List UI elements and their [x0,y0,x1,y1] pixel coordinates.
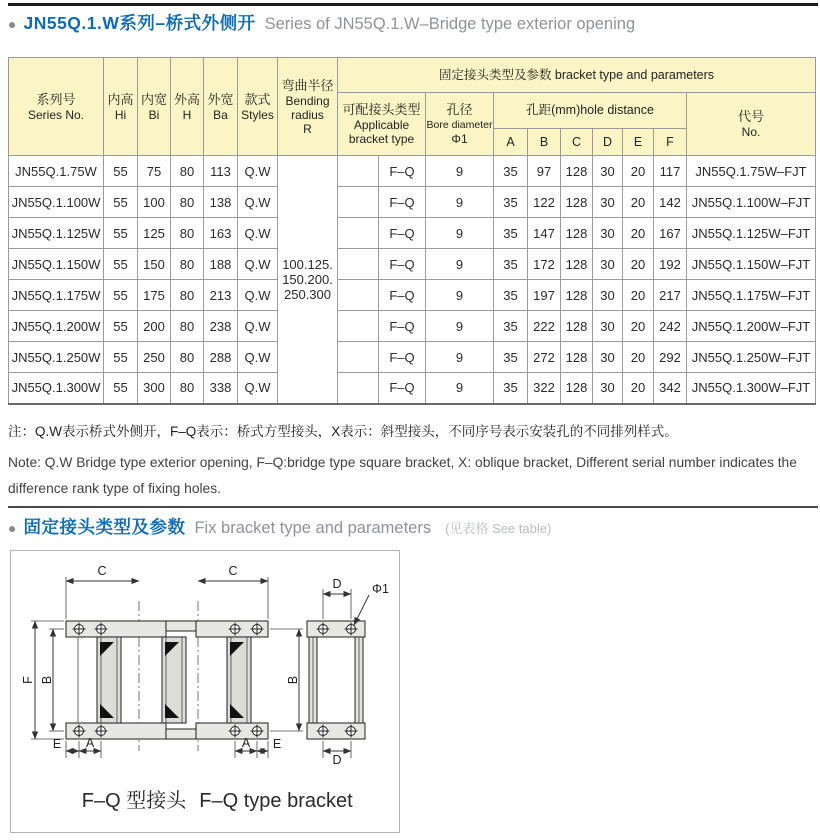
bracket-figure-box [10,550,400,833]
cell-bore: 9 [426,187,494,218]
col-header-bi: 内宽 Bi [138,58,171,156]
cell-a: 35 [494,280,528,311]
spec-table-wrap [8,57,816,405]
cell-h: 80 [171,280,204,311]
cell-f: 292 [654,342,687,373]
col-header-d: D [593,129,623,156]
cell-bi: 300 [138,373,171,404]
cell-code: JN55Q.1.250W–FJT [687,342,816,373]
cell-f: 142 [654,187,687,218]
section2-title-zh: 固定接头类型及参数 [23,517,186,537]
col-header-hi: 内高 Hi [104,58,138,156]
cell-style: Q.W [238,280,278,311]
link-plate [162,637,186,723]
cell-e: 20 [623,156,654,187]
cell-f: 192 [654,249,687,280]
cell-e: 20 [623,218,654,249]
cell-a: 35 [494,156,528,187]
cell-ba: 213 [204,280,238,311]
cell-e: 20 [623,280,654,311]
cell-f: 217 [654,280,687,311]
col-header-code: 代号 No. [687,93,816,156]
dim-label-f: F [21,676,35,684]
cell-hi: 55 [104,342,138,373]
cell-f: 167 [654,218,687,249]
cell-empty [338,311,379,342]
cell-hi: 55 [104,280,138,311]
cell-bi: 150 [138,249,171,280]
cell-ba: 188 [204,249,238,280]
cell-style: Q.W [238,249,278,280]
table-row [9,218,816,249]
notes-block [8,423,816,502]
table-row [9,187,816,218]
cell-bore: 9 [426,311,494,342]
cell-c: 128 [561,311,593,342]
cell-h: 80 [171,373,204,404]
cell-e: 20 [623,249,654,280]
cell-empty [338,187,379,218]
cell-hi: 55 [104,187,138,218]
cell-f: 242 [654,311,687,342]
cell-b: 147 [528,218,561,249]
section2-title-en: Fix bracket type and parameters [194,519,432,537]
dim-label-b-left: B [40,675,54,685]
cell-series: JN55Q.1.300W [9,373,104,404]
cell-d: 30 [593,373,623,404]
cell-d: 30 [593,280,623,311]
cell-ba: 288 [204,342,238,373]
cell-d: 30 [593,187,623,218]
cell-bi: 200 [138,311,171,342]
cell-bending-radius: 100.125. 150.200. 250.300 [278,156,338,404]
table-row [9,249,816,280]
cell-bracket: F–Q [379,249,426,280]
dim-label-a-left: A [85,736,95,750]
col-header-c: C [561,129,593,156]
cell-b: 122 [528,187,561,218]
cell-code: JN55Q.1.175W–FJT [687,280,816,311]
cell-ba: 238 [204,311,238,342]
cell-hi: 55 [104,218,138,249]
cell-b: 97 [528,156,561,187]
bolt-hole-icon [317,623,358,738]
col-header-f: F [654,129,687,156]
cell-e: 20 [623,342,654,373]
dim-label-d-top: D [332,577,342,591]
cell-f: 117 [654,156,687,187]
cell-d: 30 [593,218,623,249]
spec-table [8,57,816,405]
cell-code: JN55Q.1.125W–FJT [687,218,816,249]
cell-hi: 55 [104,249,138,280]
bullet-icon: ● [8,16,17,32]
group-header-bracket: 固定接头类型及参数 bracket type and parameters [338,58,816,93]
see-table-note: (见表格 See table) [445,521,552,536]
cell-c: 128 [561,156,593,187]
cell-style: Q.W [238,218,278,249]
cell-empty [338,218,379,249]
note-zh: 注：Q.W表示桥式外侧开，F–Q表示：桥式方型接头，X表示：斜型接头，不同序号表示安装孔的不同排列样式。 [8,424,678,439]
cell-series: JN55Q.1.125W [9,218,104,249]
cell-e: 20 [623,187,654,218]
dim-label-d-bottom: D [332,753,342,767]
cell-c: 128 [561,342,593,373]
cell-bracket: F–Q [379,218,426,249]
cell-b: 322 [528,373,561,404]
cell-a: 35 [494,218,528,249]
cell-empty [338,373,379,404]
cell-b: 172 [528,249,561,280]
cell-c: 128 [561,187,593,218]
cell-b: 197 [528,280,561,311]
figure-end-view [307,577,389,767]
cell-ba: 338 [204,373,238,404]
cell-bore: 9 [426,218,494,249]
section1-title-en: Series of JN55Q.1.W–Bridge type exterior opening [264,15,636,33]
cell-empty [338,342,379,373]
link-plate [97,637,121,723]
cell-ba: 113 [204,156,238,187]
cell-code: JN55Q.1.200W–FJT [687,311,816,342]
cell-code: JN55Q.1.300W–FJT [687,373,816,404]
dim-label-e-right: E [272,737,282,751]
cell-empty [338,249,379,280]
top-rule [8,3,818,6]
cell-ba: 163 [204,218,238,249]
cell-f: 342 [654,373,687,404]
col-header-ba: 外宽 Ba [204,58,238,156]
cell-h: 80 [171,311,204,342]
link-plate [227,637,251,723]
col-header-h: 外高 H [171,58,204,156]
cell-bracket: F–Q [379,156,426,187]
cell-h: 80 [171,249,204,280]
cell-c: 128 [561,373,593,404]
cell-a: 35 [494,249,528,280]
cell-h: 80 [171,342,204,373]
dim-label-c-right: C [228,564,238,578]
col-header-applicable-bracket: 可配接头类型 Applicable bracket type [338,93,426,156]
cell-bi: 250 [138,342,171,373]
cell-bracket: F–Q [379,280,426,311]
cell-style: Q.W [238,373,278,404]
cell-c: 128 [561,280,593,311]
cell-series: JN55Q.1.100W [9,187,104,218]
col-header-styles: 款式 Styles [238,58,278,156]
col-header-hole-distance: 孔距(mm)hole distance [494,93,687,129]
note-en: Note: Q.W Bridge type exterior opening, F–Q:bridge type square bracket, X: oblique bracket, Different serial number indicates the difference rank type of fixing holes. [8,455,797,496]
cell-hi: 55 [104,311,138,342]
cell-style: Q.W [238,311,278,342]
cell-c: 128 [561,218,593,249]
table-row [9,373,816,404]
section1-title [8,10,635,35]
cell-bracket: F–Q [379,373,426,404]
cell-ba: 138 [204,187,238,218]
cell-code: JN55Q.1.100W–FJT [687,187,816,218]
cell-bi: 100 [138,187,171,218]
dim-label-a-right: A [241,736,251,750]
dim-label-e-left: E [52,737,62,751]
cell-hi: 55 [104,373,138,404]
cell-bracket: F–Q [379,187,426,218]
cell-bracket: F–Q [379,311,426,342]
cell-series: JN55Q.1.250W [9,342,104,373]
figure-caption [82,789,353,812]
cell-d: 30 [593,156,623,187]
cell-a: 35 [494,311,528,342]
figure-caption-en: F–Q type bracket [199,790,353,812]
cell-a: 35 [494,373,528,404]
cell-series: JN55Q.1.175W [9,280,104,311]
cell-bore: 9 [426,156,494,187]
cell-empty [338,156,379,187]
cell-style: Q.W [238,187,278,218]
col-header-b: B [528,129,561,156]
bracket-drawing [11,551,397,830]
col-header-bending-radius: 弯曲半径 Bending radius R [278,58,338,156]
cell-bore: 9 [426,342,494,373]
header-row-1 [9,58,816,93]
cell-series: JN55Q.1.75W [9,156,104,187]
cell-bi: 75 [138,156,171,187]
cell-h: 80 [171,156,204,187]
cell-a: 35 [494,342,528,373]
table-row [9,311,816,342]
cell-style: Q.W [238,156,278,187]
figure-side-view [21,564,303,758]
col-header-series: 系列号 Series No. [9,58,104,156]
cell-h: 80 [171,187,204,218]
bullet-icon: ● [8,520,17,536]
cell-d: 30 [593,311,623,342]
dim-label-b-right: B [286,675,300,685]
cell-code: JN55Q.1.150W–FJT [687,249,816,280]
table-row [9,280,816,311]
cell-bore: 9 [426,280,494,311]
col-header-a: A [494,129,528,156]
section2-title [8,514,551,539]
section1-title-zh: JN55Q.1.W系列–桥式外侧开 [23,13,256,33]
cell-empty [338,280,379,311]
col-header-e: E [623,129,654,156]
cell-style: Q.W [238,342,278,373]
dim-label-c-left: C [97,564,107,578]
cell-e: 20 [623,373,654,404]
cell-b: 272 [528,342,561,373]
cell-b: 222 [528,311,561,342]
section-divider [8,506,818,508]
cell-code: JN55Q.1.75W–FJT [687,156,816,187]
col-header-bore-diameter: 孔径 Bore diameter Φ1 [426,93,494,156]
cell-hi: 55 [104,156,138,187]
cell-a: 35 [494,187,528,218]
cell-c: 128 [561,249,593,280]
cell-bracket: F–Q [379,342,426,373]
cell-bore: 9 [426,249,494,280]
figure-caption-zh: F–Q 型接头 [81,790,187,812]
cell-h: 80 [171,218,204,249]
cell-d: 30 [593,342,623,373]
cell-bi: 125 [138,218,171,249]
cell-bi: 175 [138,280,171,311]
cell-bore: 9 [426,373,494,404]
cell-series: JN55Q.1.150W [9,249,104,280]
cell-e: 20 [623,311,654,342]
table-row [9,156,816,187]
cell-d: 30 [593,249,623,280]
cell-series: JN55Q.1.200W [9,311,104,342]
table-row [9,342,816,373]
dim-label-phi1: Φ1 [372,582,389,596]
